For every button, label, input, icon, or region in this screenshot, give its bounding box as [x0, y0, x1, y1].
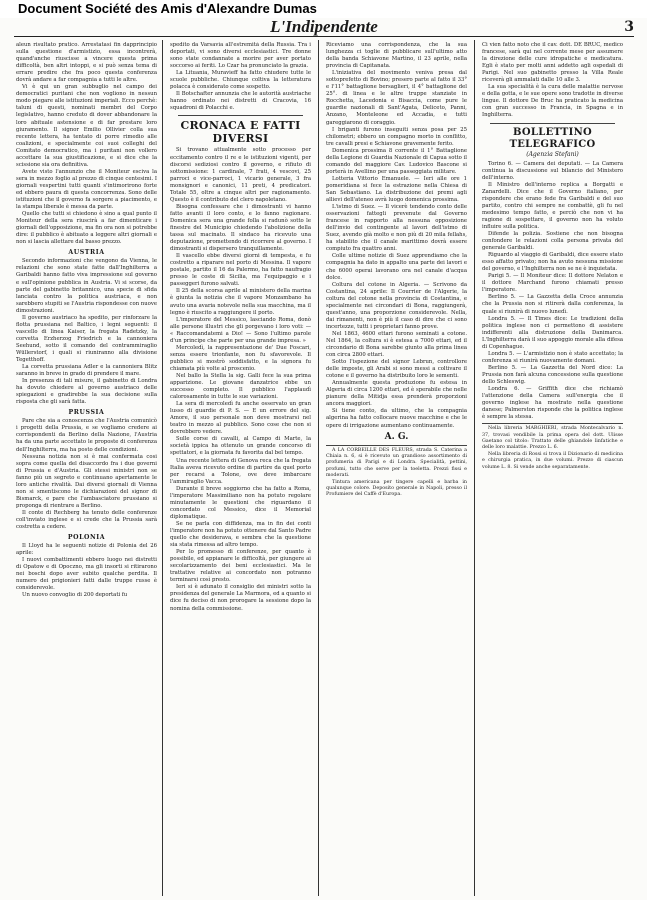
divider [178, 115, 303, 116]
article-paragraph: Colle ultime notizie di Suez apprendiamo che la compagnia ha dato in appalto una parte dei lavori e che 6000 operai lavorano ora nel canale d'acqua dolce. [326, 253, 467, 281]
article-paragraph: Ieri si è adunato il consiglio dei ministri sotto la presidenza del generale La Marmora, ed a quanto si dice fu deciso di non prorogare la sessione dopo la nomina della commissione. [170, 584, 311, 612]
column-4 [482, 42, 623, 894]
article-paragraph: Berlino 5. — La Gazzetta del Nord dice: La Prussia non farà alcuna concessione sulla questione dello Schleswig. [482, 364, 623, 385]
article-paragraph: Coltura del cotone in Algeria. — Scrivono da Costantina, 24 aprile: Il Courrier de l'Algerie, la coltura del cotone nella provincia di Costantina, e specialmente nei circondari di Bona, raggiungerà, quest'anno, una proporzione considerevole. Nella, dai rimanenti, non è più il caso di dire che ci sono incertezze, tutti i proprietari fanno prove. [326, 281, 467, 330]
article-paragraph: Se ne parla con diffidenza, ma in fin dei conti l'imperatore non ha potuto ottenere dal Santo Padre quello che desiderava, e sembra che la questione sia stata rimessa ad altro tempo. [170, 520, 311, 549]
article-paragraph: I briganti furono inseguiti senza posa per 25 chilometri; ebbero un compagno morto in conflitto, tre cavalli presi e Schiavone gravemente ferito. [326, 126, 467, 147]
article-paragraph: Il Lloyd ha le seguenti notizie di Polonia del 26 aprile: [16, 543, 157, 557]
article-paragraph: Ci vien fatto noto che il cav. dott. DE BRUC, medico francese, sarà qui nel corrente mese per assumere la direzione delle cure idropatiche e medicatura. Egli è stato per molti anni addetto agli ospedali di Parigi. Nel suo gabinetto presso la Villa Reale riceverà gli ammalati dalle 10 alle 3. [482, 42, 623, 84]
article-paragraph: Secondo informazioni che vengono da Vienna, le relazioni che sono state fatte dall'Inghilterra a Garibaldi hanno fatto viva impressione sul governo e sull'opinione pubblica in Austria. Vi si scorse, da parte del gabinetto britannico, una specie di sfida lanciata contro la politica austriaca, e non sarebbero stupiti se l'Austria rispondesse con nuove dimostrazioni. [16, 258, 157, 314]
article-paragraph: Quello che tutti si chiedono è sino a qual punto il Moniteur della sera riuscirà a far dimenticare i giornali dell'opposizione, ma fin ora non si potrebbe dire: il pubblico è abituato a leggere altri giornali e non si lascia allettare dal basso prezzo. [16, 211, 157, 246]
article-paragraph: Bisogna confessare che i dimostranti vi hanno fatto avanti il loro conto, e lo fanno ragionare. Domenica sera una grande folla si radunò sotto le finestre del Municipio chiedendo l'abolizione della tassa sul macinato. Il sindaco ha ricevuto una deputazione, promettendo di ricorrere al governo. I dimostranti si dispersero tranquillamente. [170, 203, 311, 253]
article-paragraph: Londra 6. — Griffith dice che richiamò l'attenzione della Camera sull'energia che il governo inglese ha mostrato nella questione danese; Palmerston risponde che la politica inglese è sempre la stessa. [482, 386, 623, 421]
section-heading-cronaca: CRONACA E FATTI DIVERSI [180, 119, 301, 146]
article-paragraph: Il vascello ebbe diversi giorni di tempesta, e fu costretto a riparare nel porto di Messina. Il vapore postale, partito il 16 da Palermo, ha fatto naufragio presso le coste di Sicilia, ma l'equipaggio e i passeggeri furono salvati. [170, 253, 311, 288]
article-paragraph: L'istmo di Suez. — Il vicerè tendendo conto delle osservazioni fattegli prevenute dal Governo francese in rapporto alla nessuna opposizione dell'invio del contingente al lavori dell'istmo di Suez, avendo già molto e non più di 20 mila fellahs, ha stabilito che il canale marittimo dovrà essere compiuto fra quattro anni. [326, 204, 467, 253]
column-rule [474, 40, 475, 896]
article-paragraph: La sera di mercoledì fu anche osservato un gran lusso di guardie di P. S. — E un errore del sig. Amore, il suo personale non deve mostrarsi nel teatro in mezzo al pubblico. Sono cose che non si dovrebbero vedere. [170, 401, 311, 436]
article-paragraph: aleun risultato pratico. Arrestatasi fin dapprincipio sulla questione d'armistizio, essa incontrerà, quand'anche riuscisse a vincere questa prima difficoltà, ben altri intoppi, e si può senza tema di errare predire che fra poco questa conferenza dovrà andare a far compagnia a tutti le altre. [16, 42, 157, 84]
article-paragraph: Si trovano attualmente sotto processo per eccitamento contro il re e le istituzioni vigenti, per discorsi sediziosi contro il governo, e rifiuto di sottomissione: 1 cardinale, 7 frati, 4 vescovi, 25 parroci e vice-parroci, 1 vicario generale, 3 fra monsignori e canonici, 11 preti, 4 predicatori. Totale 55, oltre a cinque altri per ragionamento. Questo è il contributo del clero napoletano. [170, 147, 311, 203]
article-paragraph: Torino 6. — Camera dei deputati. — La Camera continua la discussione sul bilancio del Ministero dell'interno. [482, 160, 623, 181]
article-paragraph: Lotteria Vittorio Emanuele. — Ieri alle ore 1 pomeridiana si fece la estrazione nella Chiesa di San Sebastiano. La distribuzione dei premi agli allievi dell'ateneo avrà luogo domenica prossima. [326, 175, 467, 204]
column-rule [162, 40, 163, 896]
column-rule [318, 40, 319, 896]
divider [326, 445, 467, 446]
divider [482, 423, 623, 424]
section-heading-bollettino: BOLLETTINO TELEGRAFICO [509, 126, 596, 150]
newspaper-page [0, 18, 647, 900]
article-paragraph: Un nuovo convoglio di 200 deportati fu [22, 592, 128, 599]
article-paragraph: Nel ballo la Stella la sig. Galli fece la sua prima apparizione. Le giovane danzatrice ebbe un successo completo. Il pubblico l'applaudì calorosamente in tutte le sue variazioni. [170, 372, 311, 401]
column-1 [16, 42, 157, 894]
column-3 [326, 42, 467, 894]
article-paragraph: La sua specialità è la cura delle malattie nervose e della gotta, e le sue opere sono tradotte in diverse lingue. Il dottore De Bruc ha praticato la medicina con gran successo in Francia, in Spagna e in Inghilterra. [482, 84, 623, 119]
article-paragraph: Per lo promesso di conferenze, per quanto è possibile, ed appianare le difficoltà, per giungere ai secolarizzamento dei beni ecclesiastici. Ma le trattative relative ai concordato non potranno terminarsi così presto. [170, 549, 311, 584]
article-paragraph: La Lituania, Muravieff ha fatto chiudere tutte le scuole pubbliche. Chiunque coltiva la letteratura polacca è considerato come sospetto. [170, 70, 311, 91]
article-paragraph: Riceviamo una corrispondenza, che la sua lunghezza ci toglie di pubblicare sull'ultimo atto della banda Schiavone Martino, il 23 aprile, nella provincia di Capitanata. [326, 42, 467, 70]
section-heading-austria: AUSTRIA [68, 249, 105, 257]
article-paragraph: Londra 5. — L'armistizio non è stato accettato; la conferenza si riunirà nuovamente domani. [482, 350, 623, 364]
article-paragraph: Annualmente questa produzione fu estesa in Algeria di circa 1200 ettari, ed è sperabile che nelle pianure della Mitidja essa prenderà proporzioni ancora maggiori. [326, 380, 467, 408]
article-paragraph: Riguardo al viaggio di Garibaldi, dice essere stato esso affatto privato; non ha avuto nessuna missione del governo, e l'Inghilterra non se ne è inquietata. [482, 252, 623, 273]
article-paragraph: Il governo austriaco ha spedito, per rinforzare la flotta prussiana nel Baltico, i legni seguenti: il vascello di linea Kaiser, la fregata Radetzky, la corvetta Erzherzog Friedrich e la cannoniera Seehund, sotto il comando del contrammiraglio Wüllerstorf, i quali si riuniranno alla divisione Tegetthoff. [16, 314, 157, 364]
masthead [14, 18, 634, 37]
article-paragraph: I nuovi combattimenti ebbero luogo nei distretti di Opatow e di Opoczno, ma gli insorti si ritirarono nei boschi dopo aver subito qualche perdita. Il numero dei prigionieri fatti dalle truppe russe è considerevole. [16, 557, 157, 592]
advertisement: Nella libreria di Rossi si trova il Dizionario di medicina e chirurgia pratica, in due volumi. Prezzo di ciascun volume L. 8. Si vende anche separatamente. [482, 451, 623, 470]
article-paragraph: Il conte di Rechberg ha tenuto delle conferenze coll'inviato inglese e si crede che la Prussia sarà costretta a cedere. [16, 509, 157, 531]
article-paragraph: Si tiene conto, da ultimo, che la compagnia algerina ha fatto collocare nuove macchine e che le opere di irrigazione aumentano continuamente. [326, 408, 467, 429]
article-paragraph: Vi è qui un gran subbuglio nel campo dei democratici puritani che non vogliono in nessun modo piegare alle istituzioni imperiali. Ecco perchè: taluni di questi, nominati membri del Corpo legislativo, hanno creduto di dover abbandonare la loro abituale astensione e di far prestare loro giuramento. Il signor Emilio Ollivier colla sua recente lettera, ha tentato di porre rimedio alle coalizioni, e specialmente coi suoi colleghi del Comitato democratico, ma i puritani non vollero accettare la sua giustificazione, e si dice che la scissione sia ora definitiva. [16, 84, 157, 168]
article-paragraph: Sulle corse di cavalli, al Campo di Marte, la società ippica ha ottenuto un grande concorso di spettatori, e la giornata fu favorita dal bel tempo. [170, 436, 311, 457]
article-paragraph: La corvetta prussiana Adler e la cannoniera Blitz saranno in breve in grado di prendere il mare. [16, 364, 157, 378]
article-paragraph: Il 25 della scorsa aprile al ministero della marina è giunta la notizia che il vapore Monzambano ha avuto una avaria notevole nella sua macchina, ma il legno è riuscito a raggiungere il porto. [170, 288, 311, 316]
article-signature: A. G. [384, 431, 409, 442]
article-paragraph: In presenza di tali misure, il gabinetto di Londra ha dovuto chiedere al governo austriaco delle spiegazioni e gradirebbe la sua decisione sulla risposta che gli sarà fatta. [16, 378, 157, 406]
article-paragraph: L'imperatore del Messico, lasciando Roma, donò alle persone illustri che gli porgevano i loro voti: — « Raccomandatemi a Dio! — Sono l'ultimo parole d'un principe che parte per una grande impresa. » [170, 316, 311, 344]
article-paragraph: Sotto l'ispezione del signor Lebrun, controllore delle imposte, gli Arabi si sono messi a coltivare il cotone e il governo ha distribuito loro le sementi. [326, 359, 467, 380]
article-paragraph: Parigi 5. — Il Moniteur dice: Il dottore Nelaton e il dottore Marchand furono chiamati presso l'imperatore. [482, 273, 623, 294]
section-subheading: (Agenzia Stefani) [526, 150, 579, 158]
section-heading-prussia: PRUSSIA [68, 409, 105, 417]
advertisement: Nella libreria MARGHIERI, strada Montecalvario n. 37, trovasi vendibile la prima opera del dott. Ulisse Gaetano col titolo: Trattato delle ghiandole linfatiche e delle loro malattie. Prezzo L. 6. [482, 426, 623, 451]
article-paragraph: Il Botschafter annunzia che le autorità austriache hanno ordinato nei distretti di Cracovia, 16 squadroni di Polacchi e. [170, 91, 311, 112]
article-paragraph: Durante il breve soggiorno che ha fatto a Roma, l'imperatore Massimiliano non ha potuto regolare minutamente le questioni che riguardano il concordato col Messico, dice il Memorial diplomatique. [170, 485, 311, 520]
advertisement: A LA CORBEILLE DES FLEURS, strada S. Caterina a Chiaia n. 6, si è ricevuto un grandioso assortimento di profumeria di Parigi e di Londra. Specialità, pettini, profumi, tutto che serve per la toeletta. Prezzi fissi e moderati. [326, 447, 467, 479]
column-2 [170, 42, 311, 894]
article-paragraph: Domenica prossima 8 corrente il 1° Battaglione della Legione di Guardia Nazionale di Capua sotto il comando del maggiore Cav. Ludovico Bascone si porterà in Avellino per una passeggiata militare. [326, 147, 467, 175]
article-paragraph: Londra 5. — Il Times dice: Le tradizioni della politica inglese non ci permettono di assistere indifferenti alla distruzione della Danimarca. L'Inghilterra darà il suo appoggio morale alla difesa di Copenhague. [482, 315, 623, 350]
page-number: 3 [624, 19, 634, 35]
article-paragraph: Il Ministro dell'interno replica a Borgatti e Zanardelli. Dice che il Governo italiano, per rispondere che erano fede fra Garibaldi e del suo partito, contro chi sempre ne combattè, gli fu nel medesimo tempo fatto, e perciò che non vi ha ragione di sospettare, il governo non ha voluto influire sulla politica. [482, 181, 623, 230]
article-paragraph: Nel 1863, 4600 ettari furono seminati a cotone. Nel 1864, la coltura si è estesa a 7000 ettari, ed il circondario di Bona sarebbe giunto alla prima linea con circa 2800 ettari. [326, 330, 467, 359]
article-paragraph: Difende la polizia. Sostiene che non bisogna confondere le relazioni colla persona privata del generale Garibaldi. [482, 230, 623, 252]
article-paragraph: Avete visto l'annunzio che il Moniteur esciva la sera in mezzo foglio al prezzo di cinque centesimi. I giornali vespertini tutti quanti s'intimorirono forte ed ebbero paura di questa concorrenza. Sono delle istituzioni che il governo fa sorgere a piacimento, e la stampa liberale è messa da parte. [16, 168, 157, 211]
document-banner: Document Société des Amis d'Alexandre Dumas [18, 1, 317, 16]
article-paragraph: Mercoledì, la rappresentazione de' Due Foscari, senza essere trionfante, non fu sfavorevole. Il pubblico si mostrò soddisfatto, e la signora fu chiamata più volte al proscenio. [170, 344, 311, 372]
article-paragraph: Una recente lettera di Genova reca che la fregata Italia aveva ricevuto ordine di partire da quel porto per recarsi a Tolone, ove deve imbarcare l'ammiraglio Vacca. [170, 457, 311, 485]
newspaper-title: L'Indipendente [270, 17, 378, 36]
article-paragraph: spedito da Varsavia all'estremità della Russia. Tra i deportati, vi sono diversi ecclesiastici. Tre donne sono state condannate a morire per aver portato soccorso ai feriti. Lo Czar ha pronunciato la grazia. [170, 42, 311, 70]
section-heading-polonia: POLONIA [67, 534, 106, 542]
article-paragraph: Pare che sia a conoscenza che l'Austria comunicò i progetti della Prussia, e se vogliamo credere ai corrispondenti da Berlino della Nazione, l'Austria ha da una parte accettato le proposte di conferenza dell'Inghilterra, ma ha posto delle condizioni. [16, 418, 157, 453]
article-paragraph: Berlino 5. — La Gazzetta della Croce annunzia che la Prussia non si ritirerà dalla conferenza, la quale si riunirà di nuovo lunedì. [482, 294, 623, 315]
divider [490, 123, 615, 124]
advertisement: Tintura americana per tingere capelli e barba in qualunque colore. Deposito generale in Napoli, presso il Profumiere del Caffè d'Europa. [326, 479, 467, 498]
article-paragraph: L'iniziativa del movimento veniva presa dal sottoprefetto di Bovino; presero parte al fatto il 33° e l'11° battaglione bersaglieri, il 4° battaglione del 25°. di linea e le altre truppe stanziate in Rocchetta, Lacedonia e Bisaccia, come pure le guardie nazionali di Sant'Agata, Deliceto, Panni, Anzano, Monteleone ed Accadia, e tutti gareggiarono di coraggio. [326, 70, 467, 126]
article-paragraph: Nessuna notizia non si è mai confermata cosi sopra come quella del disaccordo fra i due governi di Prussia e d'Austria. Gli stessi ministri non se fanno più un segreto e continuano apertamente le loro antiche rivalità. Dai diversi giornali di Vienna non si smentiscono le dichiarazioni del signor di Bismarck, e pare che l'ambasciatore prussiano si proponga di rientrare a Berlino. [16, 453, 157, 509]
